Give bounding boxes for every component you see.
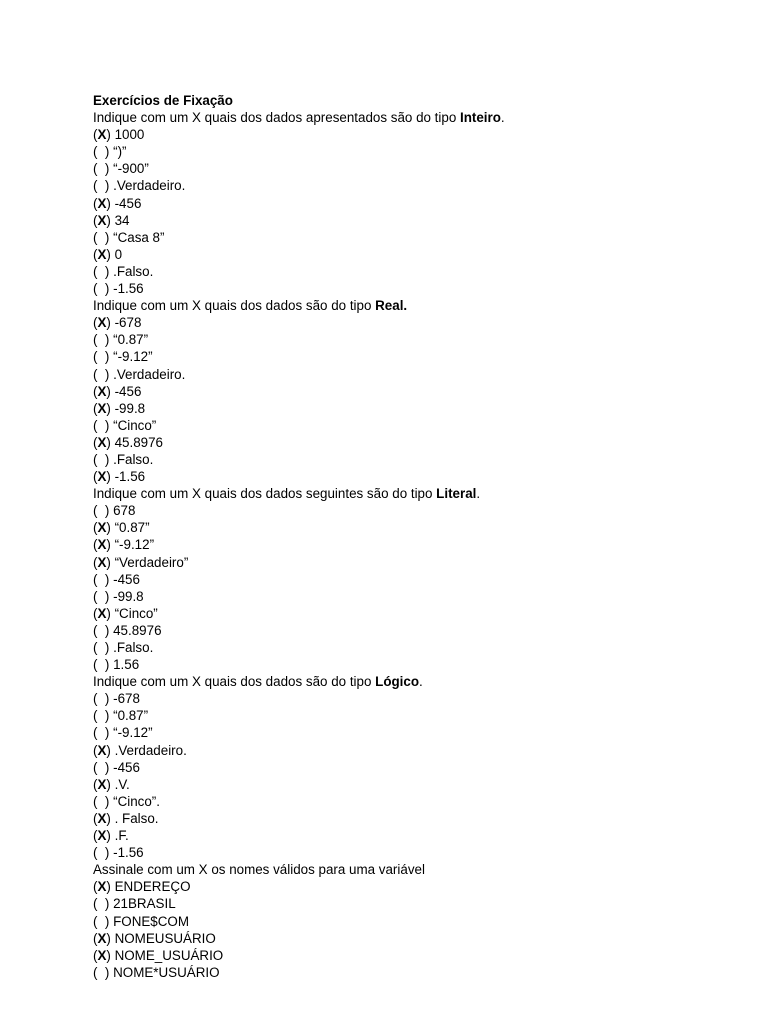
answer-option	[93, 947, 733, 964]
option-paren-close: )	[106, 212, 111, 228]
answer-option	[93, 468, 733, 485]
answer-option	[93, 588, 733, 605]
option-value: NOME_USUÁRIO	[110, 947, 224, 963]
option-paren-close: )	[106, 127, 111, 143]
option-paren-close: )	[104, 725, 110, 741]
option-paren-open: (	[93, 691, 98, 707]
option-mark	[97, 144, 104, 159]
answer-option	[93, 656, 733, 673]
answer-option	[93, 366, 733, 383]
option-value: 21BRASIL	[109, 896, 176, 912]
option-mark: X	[97, 212, 107, 228]
answer-option	[93, 195, 733, 212]
option-value: -99.8	[110, 400, 146, 416]
option-value: 0	[110, 246, 123, 262]
option-paren-open: (	[93, 930, 98, 946]
option-value: 1.56	[109, 657, 140, 673]
answer-option	[93, 913, 733, 930]
option-value: .Verdadeiro.	[109, 366, 186, 382]
answer-option	[93, 212, 733, 229]
option-paren-open: (	[93, 554, 98, 570]
option-mark	[97, 589, 104, 604]
answer-option	[93, 229, 733, 246]
option-value: 678	[109, 503, 136, 519]
option-paren-open: (	[93, 622, 98, 638]
option-paren-close: )	[106, 776, 111, 792]
option-value: FONE$COM	[109, 913, 189, 929]
option-value: “0.87”	[109, 332, 149, 348]
answer-option	[93, 878, 733, 895]
answer-option	[93, 895, 733, 912]
option-paren-close: )	[104, 845, 110, 861]
option-mark	[97, 349, 104, 364]
option-mark	[97, 332, 104, 347]
option-paren-close: )	[106, 605, 111, 621]
question-type-keyword: Inteiro	[460, 110, 501, 126]
option-paren-close: )	[106, 383, 111, 399]
option-paren-open: (	[93, 742, 98, 758]
option-paren-open: (	[93, 127, 98, 143]
option-paren-open: (	[93, 879, 98, 895]
question-text	[93, 673, 733, 690]
question-type-keyword: Literal	[436, 486, 477, 502]
question-suffix: .	[500, 110, 505, 126]
question-suffix: .	[476, 486, 481, 502]
option-paren-close: )	[106, 828, 111, 844]
option-mark: X	[97, 383, 107, 399]
option-paren-open: (	[93, 605, 98, 621]
option-mark	[97, 691, 104, 706]
option-mark	[97, 640, 104, 655]
option-mark	[97, 623, 104, 638]
option-paren-close: )	[104, 657, 110, 673]
answer-option	[93, 690, 733, 707]
option-paren-open: (	[93, 144, 98, 160]
option-paren-open: (	[93, 400, 98, 416]
option-paren-close: )	[106, 879, 111, 895]
option-mark: X	[97, 605, 107, 621]
option-paren-close: )	[106, 742, 111, 758]
option-value: -456	[110, 383, 142, 399]
option-paren-close: )	[104, 913, 110, 929]
option-mark: X	[97, 400, 107, 416]
answer-option	[93, 639, 733, 656]
answer-option	[93, 759, 733, 776]
option-paren-open: (	[93, 195, 98, 211]
answer-option	[93, 263, 733, 280]
option-value: “-9.12”	[109, 725, 153, 741]
option-mark	[97, 503, 104, 518]
option-value: “-9.12”	[110, 537, 155, 553]
option-mark	[97, 264, 104, 279]
option-value: -99.8	[109, 588, 144, 604]
option-paren-open: (	[93, 776, 98, 792]
option-paren-close: )	[104, 417, 110, 433]
option-paren-close: )	[106, 520, 111, 536]
option-paren-open: (	[93, 417, 98, 433]
option-paren-open: (	[93, 383, 98, 399]
option-mark: X	[97, 879, 107, 895]
option-paren-open: (	[93, 332, 98, 348]
option-mark	[97, 161, 104, 176]
option-value: “Cinco”.	[109, 793, 160, 809]
option-value: 1000	[110, 127, 145, 143]
answer-option	[93, 622, 733, 639]
answer-option	[93, 536, 733, 553]
option-paren-close: )	[104, 503, 110, 519]
option-mark: X	[97, 554, 107, 570]
answer-option	[93, 451, 733, 468]
answer-option	[93, 143, 733, 160]
option-paren-open: (	[93, 657, 98, 673]
question-text	[93, 485, 733, 502]
option-paren-open: (	[93, 964, 98, 980]
option-value: . Falso.	[110, 810, 159, 826]
option-value: .Falso.	[109, 640, 154, 655]
option-paren-close: )	[104, 588, 110, 604]
answer-option	[93, 776, 733, 793]
question-prefix: Indique com um X quais dos dados apresentados são do tipo	[93, 110, 460, 126]
option-value: “Verdadeiro”	[110, 554, 189, 570]
answer-option	[93, 383, 733, 400]
option-paren-close: )	[104, 896, 110, 912]
option-value: 45.8976	[109, 622, 162, 638]
option-mark	[97, 178, 104, 193]
option-mark: X	[97, 434, 107, 450]
option-paren-open: (	[93, 520, 98, 536]
option-paren-close: )	[104, 263, 110, 279]
question-type-keyword: Real.	[375, 298, 408, 314]
option-mark: X	[97, 195, 107, 211]
option-value: “0.87”	[109, 708, 149, 724]
answer-option	[93, 605, 733, 622]
option-mark	[97, 708, 104, 723]
option-value: “Casa 8”	[109, 229, 165, 245]
answer-option	[93, 964, 733, 981]
option-mark: X	[97, 810, 107, 826]
option-value: “-9.12”	[109, 349, 153, 365]
option-paren-open: (	[93, 640, 98, 655]
option-paren-close: )	[106, 930, 111, 946]
option-paren-close: )	[104, 451, 110, 467]
option-paren-close: )	[106, 554, 111, 570]
option-paren-close: )	[104, 349, 110, 365]
answer-option	[93, 793, 733, 810]
option-paren-close: )	[106, 195, 111, 211]
option-paren-close: )	[104, 281, 110, 297]
option-paren-close: )	[106, 469, 111, 485]
option-paren-open: (	[93, 537, 98, 553]
option-value: -678	[110, 315, 142, 331]
option-mark	[97, 418, 104, 433]
option-paren-open: (	[93, 708, 98, 724]
option-value: .Verdadeiro.	[109, 178, 186, 194]
option-paren-open: (	[93, 246, 98, 262]
answer-option	[93, 724, 733, 741]
question-text	[93, 109, 733, 126]
option-mark	[97, 896, 104, 911]
option-mark	[97, 281, 104, 296]
option-paren-open: (	[93, 896, 98, 912]
answer-option	[93, 177, 733, 194]
option-paren-close: )	[104, 366, 110, 382]
option-mark	[97, 794, 104, 809]
option-mark	[97, 230, 104, 245]
option-value: .Falso.	[109, 263, 154, 279]
option-paren-close: )	[104, 622, 110, 638]
option-paren-close: )	[104, 161, 110, 177]
option-value: -456	[109, 571, 140, 587]
option-mark	[97, 725, 104, 740]
option-paren-close: )	[106, 947, 111, 963]
answer-option	[93, 280, 733, 297]
option-paren-open: (	[93, 281, 98, 297]
option-value: “Cinco”	[110, 605, 158, 621]
option-paren-open: (	[93, 725, 98, 741]
option-paren-close: )	[104, 640, 110, 655]
option-mark	[97, 452, 104, 467]
option-paren-open: (	[93, 588, 98, 604]
option-paren-close: )	[104, 144, 110, 160]
option-paren-close: )	[104, 708, 110, 724]
option-paren-close: )	[104, 759, 110, 775]
answer-option	[93, 554, 733, 571]
option-paren-open: (	[93, 229, 98, 245]
answer-option	[93, 707, 733, 724]
option-paren-open: (	[93, 503, 98, 519]
option-paren-open: (	[93, 469, 98, 485]
option-paren-close: )	[104, 332, 110, 348]
option-paren-close: )	[106, 434, 111, 450]
option-paren-close: )	[104, 229, 110, 245]
answer-option	[93, 314, 733, 331]
option-paren-open: (	[93, 178, 98, 194]
option-value: .F.	[110, 828, 129, 844]
answer-option	[93, 417, 733, 434]
option-paren-close: )	[104, 691, 110, 707]
question-text	[93, 861, 733, 878]
answer-option	[93, 742, 733, 759]
option-mark: X	[97, 469, 107, 485]
option-value: -456	[110, 195, 142, 211]
option-paren-close: )	[106, 810, 111, 826]
option-paren-open: (	[93, 845, 98, 861]
question-text	[93, 297, 733, 314]
option-value: 45.8976	[110, 434, 163, 450]
option-value: .Verdadeiro.	[110, 742, 187, 758]
option-paren-open: (	[93, 451, 98, 467]
option-value: .Falso.	[109, 451, 154, 467]
option-mark: X	[97, 127, 107, 143]
answer-option	[93, 810, 733, 827]
question-prefix: Indique com um X quais dos dados seguintes são do tipo	[93, 486, 437, 502]
option-mark	[97, 572, 104, 587]
option-paren-close: )	[106, 246, 111, 262]
option-mark	[97, 845, 104, 860]
option-mark	[97, 965, 104, 980]
option-value: .V.	[110, 776, 130, 792]
question-suffix: .	[419, 674, 423, 690]
option-value: “-900”	[109, 161, 149, 177]
answer-option	[93, 126, 733, 143]
option-mark: X	[97, 520, 107, 536]
option-mark: X	[97, 776, 107, 792]
option-value: -456	[109, 759, 140, 775]
option-paren-close: )	[106, 315, 111, 331]
option-paren-close: )	[104, 793, 110, 809]
option-mark: X	[97, 246, 107, 262]
option-paren-open: (	[93, 366, 98, 382]
option-value: -678	[109, 691, 140, 707]
option-mark: X	[97, 742, 107, 758]
answer-option	[93, 930, 733, 947]
question-prefix: Assinale com um X os nomes válidos para uma variável	[93, 862, 425, 878]
answer-option	[93, 571, 733, 588]
option-paren-open: (	[93, 263, 98, 279]
option-value: NOMEUSUÁRIO	[110, 930, 216, 946]
document-body	[93, 92, 733, 981]
option-paren-open: (	[93, 793, 98, 809]
option-value: -1.56	[109, 281, 144, 297]
option-mark: X	[97, 947, 107, 963]
option-paren-open: (	[93, 212, 98, 228]
option-value: 34	[110, 212, 130, 228]
answer-option	[93, 519, 733, 536]
option-mark: X	[97, 930, 107, 946]
page-title: Exercícios de Fixação	[93, 93, 233, 108]
option-value: -1.56	[109, 845, 144, 861]
option-paren-close: )	[106, 400, 111, 416]
option-paren-open: (	[93, 913, 98, 929]
option-paren-open: (	[93, 161, 98, 177]
option-mark	[97, 657, 104, 672]
option-paren-open: (	[93, 810, 98, 826]
option-mark	[97, 760, 104, 775]
answer-option	[93, 844, 733, 861]
option-paren-close: )	[104, 571, 110, 587]
option-paren-open: (	[93, 571, 98, 587]
option-paren-open: (	[93, 947, 98, 963]
question-prefix: Indique com um X quais dos dados são do tipo	[93, 298, 376, 314]
answer-option	[93, 502, 733, 519]
exercise-sections	[93, 109, 733, 981]
option-value: -1.56	[110, 469, 146, 485]
option-paren-open: (	[93, 315, 98, 331]
option-paren-close: )	[106, 537, 111, 553]
answer-option	[93, 400, 733, 417]
answer-option	[93, 348, 733, 365]
option-paren-open: (	[93, 759, 98, 775]
answer-option	[93, 160, 733, 177]
answer-option	[93, 246, 733, 263]
option-value: ENDEREÇO	[110, 879, 191, 895]
option-value: “0.87”	[110, 520, 150, 536]
option-paren-open: (	[93, 349, 98, 365]
option-value: “)”	[109, 144, 127, 160]
question-prefix: Indique com um X quais dos dados são do tipo	[93, 674, 376, 690]
option-mark	[97, 367, 104, 382]
answer-option	[93, 331, 733, 348]
option-mark: X	[97, 537, 107, 553]
option-paren-open: (	[93, 434, 98, 450]
option-paren-close: )	[104, 178, 110, 194]
option-mark	[97, 914, 104, 929]
option-value: NOME*USUÁRIO	[109, 964, 220, 980]
option-mark: X	[97, 828, 107, 844]
answer-option	[93, 434, 733, 451]
option-paren-open: (	[93, 828, 98, 844]
answer-option	[93, 827, 733, 844]
option-value: “Cinco”	[109, 417, 157, 433]
option-mark: X	[97, 315, 107, 331]
question-type-keyword: Lógico	[375, 674, 420, 690]
option-paren-close: )	[104, 964, 110, 980]
